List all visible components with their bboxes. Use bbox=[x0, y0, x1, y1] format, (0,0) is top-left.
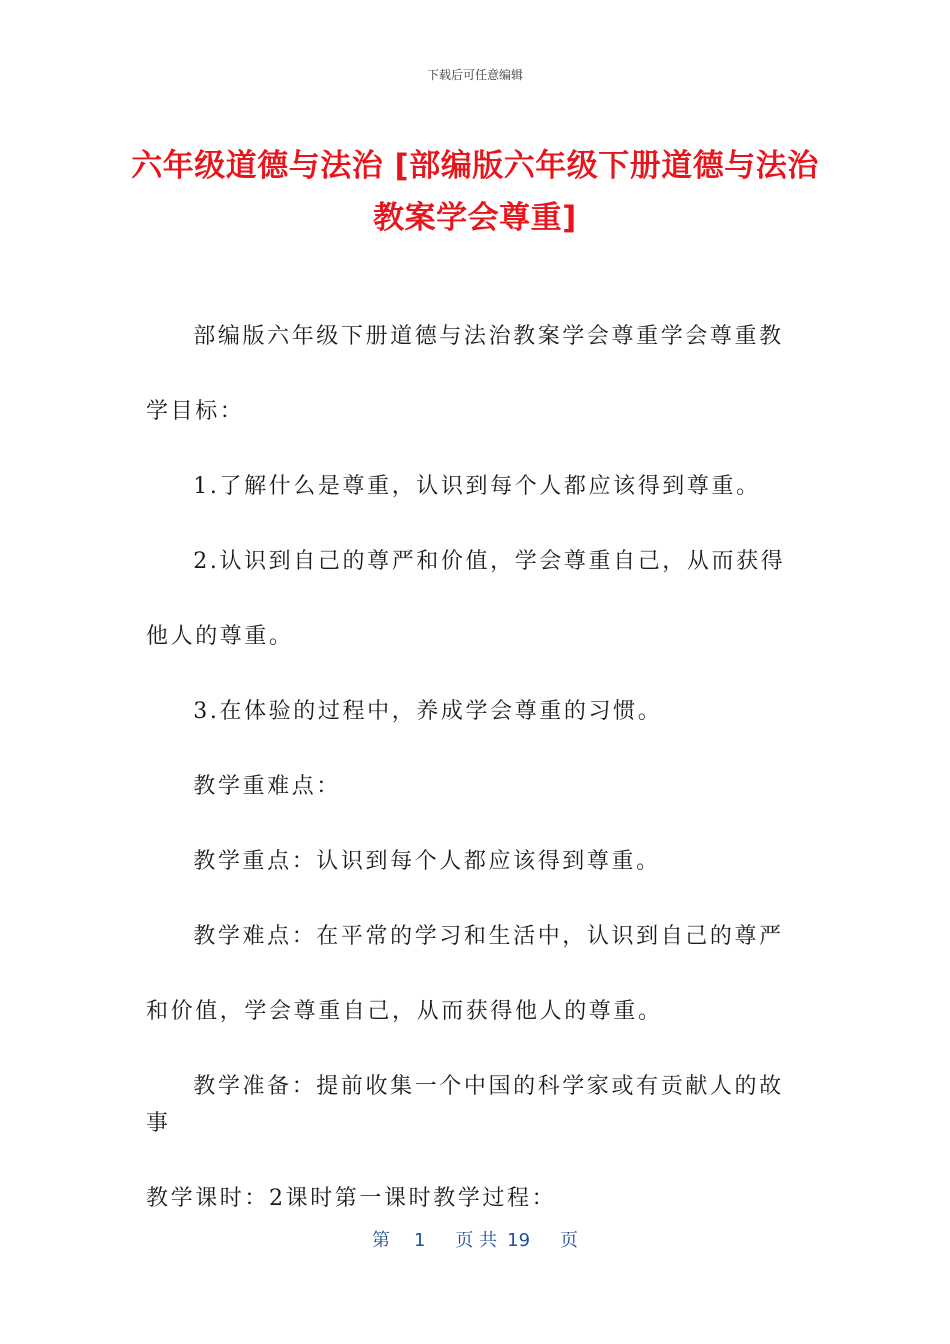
document-title: 六年级道德与法治 [部编版六年级下册道德与法治教案学会尊重] bbox=[131, 148, 819, 236]
document-body bbox=[146, 318, 796, 1255]
header-note: 下载后可任意编辑 bbox=[426, 68, 523, 82]
paragraph-objective-3: 3.在体验的过程中，养成学会尊重的习惯。 bbox=[193, 699, 663, 724]
paragraph-objective-2: 2.认识到自己的尊严和价值，学会尊重自己，从而获得他人的尊重。 bbox=[146, 549, 786, 649]
page-footer bbox=[0, 1226, 950, 1252]
footer-prefix: 第 bbox=[371, 1230, 390, 1251]
paragraph-preparation: 教学准备：提前收集一个中国的科学家或有贡献人的故事 bbox=[146, 1074, 784, 1136]
paragraph-key-point: 教学重点：认识到每个人都应该得到尊重。 bbox=[193, 849, 661, 874]
paragraph-class-hours: 教学课时：2课时第一课时教学过程： bbox=[146, 1186, 557, 1211]
paragraph-objective-1: 1.了解什么是尊重，认识到每个人都应该得到尊重。 bbox=[193, 474, 761, 499]
paragraph-difficult-point: 教学难点：在平常的学习和生活中，认识到自己的尊严和价值，学会尊重自己，从而获得他人的尊重。 bbox=[146, 924, 784, 1024]
paragraph-key-points-heading: 教学重难点： bbox=[193, 774, 341, 799]
footer-suffix: 页 bbox=[560, 1230, 579, 1251]
footer-total-pages: 19 bbox=[507, 1230, 531, 1251]
paragraph-intro: 部编版六年级下册道德与法治教案学会尊重学会尊重教学目标： bbox=[146, 324, 784, 424]
footer-middle: 页 共 bbox=[455, 1230, 498, 1251]
footer-current-page: 1 bbox=[413, 1230, 426, 1251]
